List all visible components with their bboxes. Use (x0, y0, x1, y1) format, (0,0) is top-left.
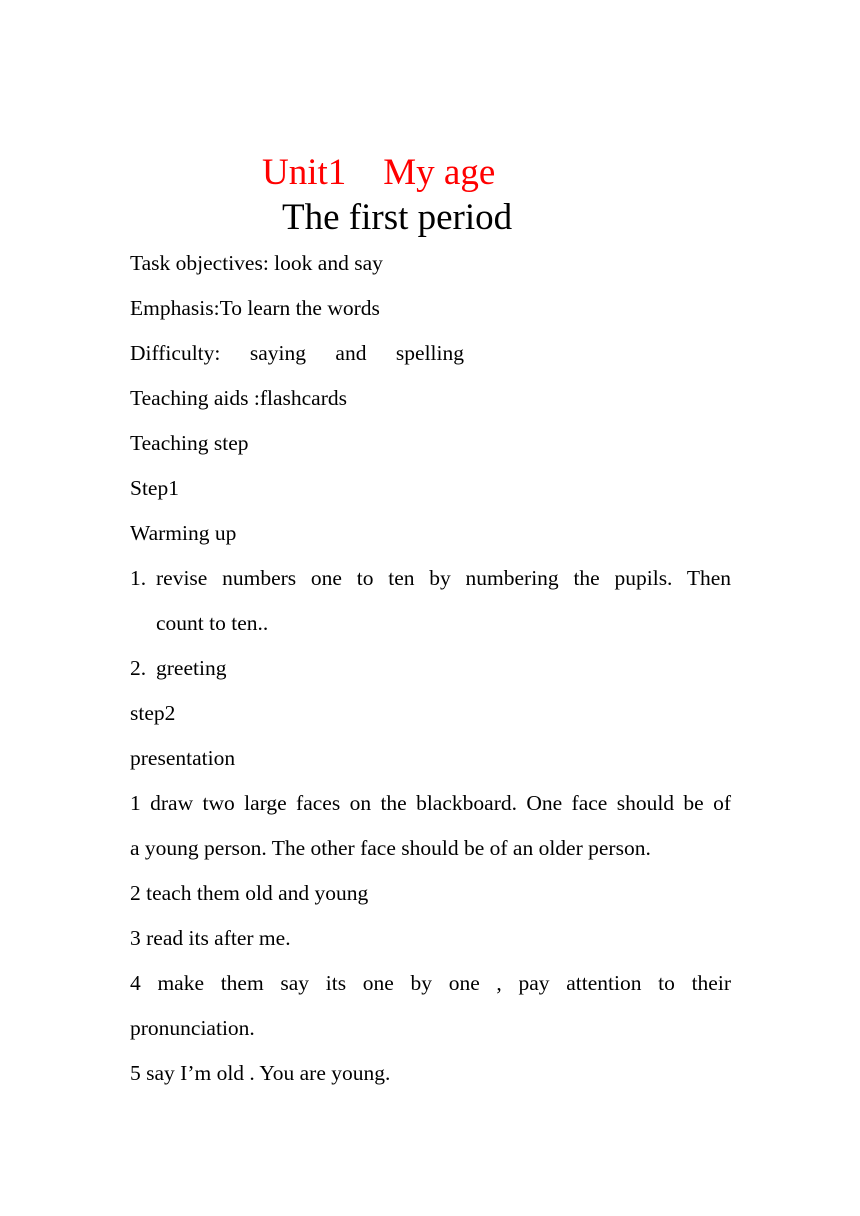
unit-title (262, 150, 495, 196)
presentation-item-1: 1 draw two large faces on the blackboard. One face should be of (130, 791, 731, 815)
difficulty-word: spelling (395, 341, 465, 365)
emphasis-line: Emphasis:To learn the words (130, 296, 380, 320)
teaching-step-line: Teaching step (130, 431, 249, 455)
teaching-aids-line: Teaching aids :flashcards (130, 386, 347, 410)
presentation-item-2: 2 teach them old and young (130, 881, 369, 905)
warmup-item (130, 646, 731, 691)
warmup-item-number: 2. (130, 656, 147, 680)
difficulty-line (130, 331, 464, 376)
task-objectives-line: Task objectives: look and say (130, 251, 383, 275)
lesson-body (130, 241, 731, 1096)
unit-number: Unit1 (262, 152, 347, 193)
warmup-item-text: greeting (156, 656, 227, 680)
warmup-item-number: 1. (130, 566, 147, 590)
presentation-item-4: 4 make them say its one by one , pay attention to their (130, 971, 731, 995)
warmup-item-text-continued: count to ten.. (156, 611, 269, 635)
presentation-item-3: 3 read its after me. (130, 926, 291, 950)
warmup-item-text: revise numbers one to ten by numbering the pupils. Then (156, 566, 731, 590)
difficulty-word: saying (249, 341, 306, 365)
presentation-item-5: 5 say I’m old . You are young. (130, 1061, 391, 1085)
period-title: The first period (282, 197, 513, 238)
presentation-item-4-continued: pronunciation. (130, 1016, 255, 1040)
unit-topic: My age (383, 152, 496, 193)
step1-heading: Step1 (130, 476, 179, 500)
step2-heading: step2 (130, 701, 176, 725)
presentation-heading: presentation (130, 746, 236, 770)
warming-up-heading: Warming up (130, 521, 237, 545)
difficulty-label: Difficulty: (130, 341, 221, 365)
difficulty-word: and (335, 341, 367, 365)
presentation-item-1-continued: a young person. The other face should be of an older person. (130, 836, 651, 860)
warmup-item (130, 556, 731, 646)
